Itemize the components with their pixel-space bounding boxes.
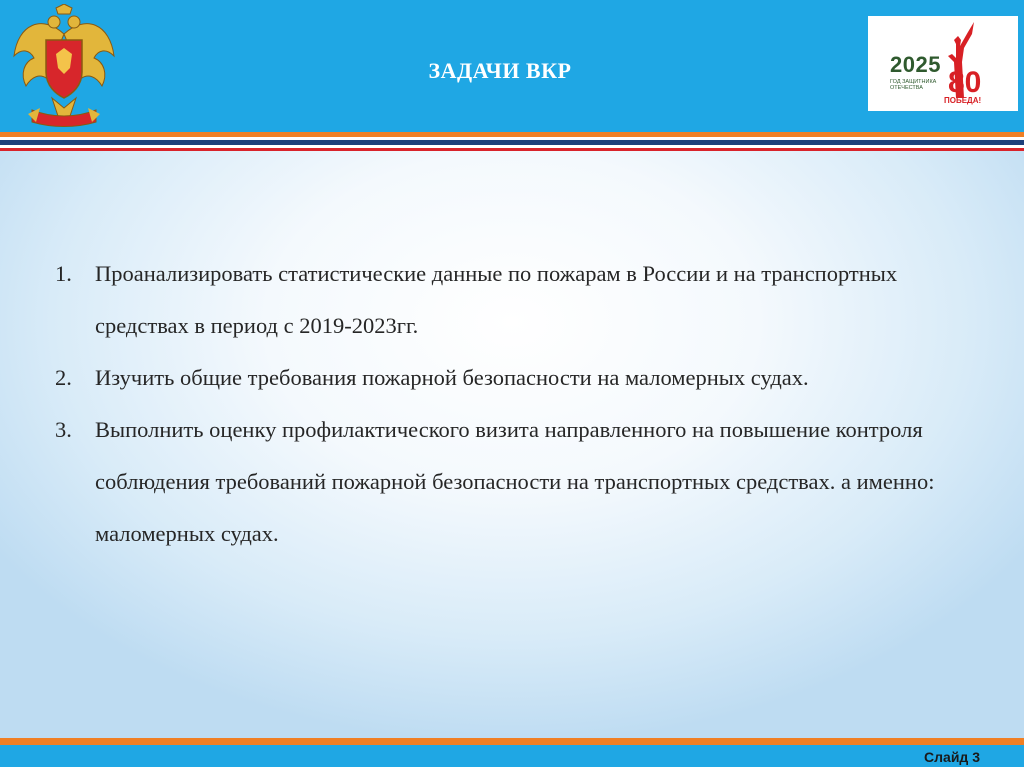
list-item	[55, 352, 975, 404]
slide-title: ЗАДАЧИ ВКР	[428, 58, 572, 83]
list-item	[55, 248, 975, 352]
red-stripe	[0, 148, 1024, 151]
logo-year: 2025	[890, 52, 941, 77]
logo-caption: ГОД ЗАЩИТНИКА ОТЕЧЕСТВА	[890, 79, 937, 91]
slide-number: Слайд 3	[924, 749, 980, 765]
footer-bar	[0, 745, 1024, 767]
list-text: Изучить общие требования пожарной безопасности на маломерных судах.	[95, 365, 809, 390]
list-number: 2.	[55, 365, 72, 390]
list-text: Проанализировать статистические данные по пожарам в России и на транспортных средствах в период с 2019-2023гг.	[95, 261, 898, 338]
list-number: 1.	[55, 261, 72, 286]
list-text: Выполнить оценку профилактического визита направленного на повышение контроля соблюдения требований пожарной безопасности на транспортных средствах. а именно: маломерных судах.	[95, 417, 935, 546]
list-number: 3.	[55, 417, 72, 442]
victory-2025-logo	[868, 16, 1018, 111]
logo-victory: ПОБЕДА!	[944, 96, 982, 105]
footer-orange-bar	[0, 738, 1024, 745]
task-list	[55, 248, 975, 560]
list-item	[55, 404, 975, 560]
logo-anniversary: 80	[948, 66, 982, 99]
emergency-ministry-emblem-icon	[12, 4, 116, 128]
